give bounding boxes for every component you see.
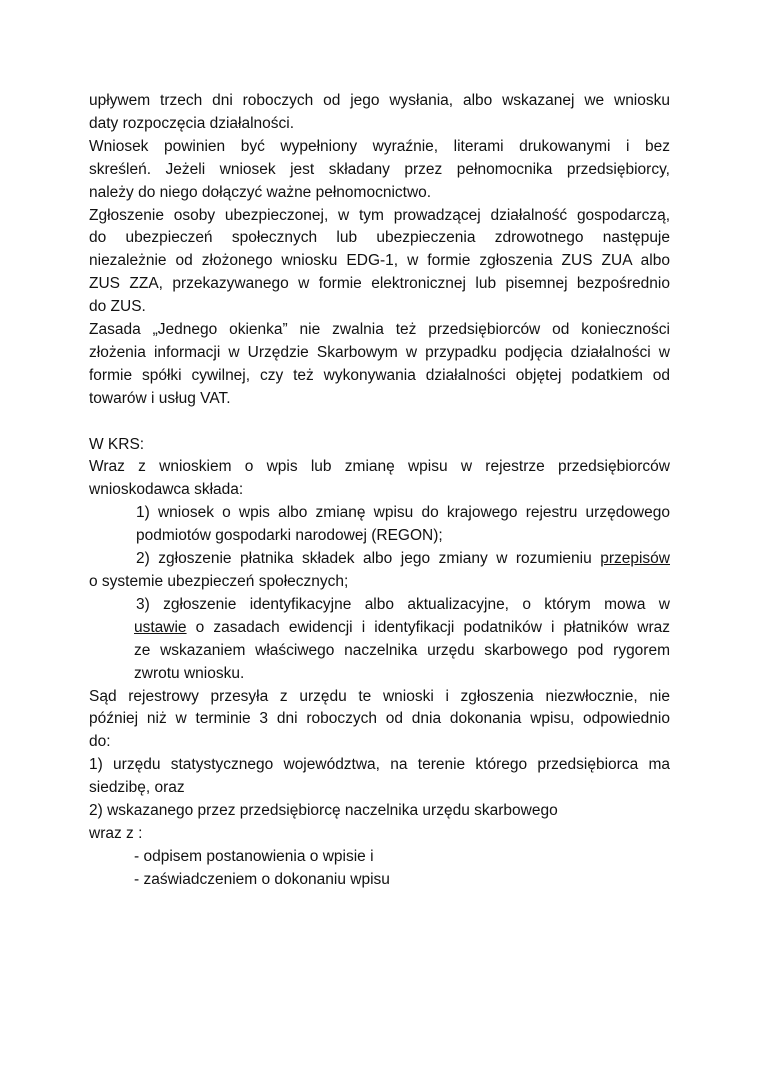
text-line: W KRS:: [89, 435, 145, 453]
paragraph-application-form: [89, 136, 670, 205]
section-heading-krs: [89, 434, 670, 457]
list-item-regon: [89, 502, 670, 548]
document-body: [89, 90, 670, 892]
attachment-item: - zaświadczeniem o dokonaniu wpisu: [134, 870, 390, 888]
text-line: 1) urzędu statystycznego województwa, na terenie którego przedsiębiorca ma: [89, 756, 670, 774]
text-line: daty rozpoczęcia działalności.: [89, 114, 295, 132]
list-item-statistical-office: [89, 754, 670, 800]
paragraph-registration-date: [89, 90, 670, 136]
text-line: wraz z :: [89, 824, 143, 842]
text-line: niezależnie od złożonego wniosku EDG-1, w formie zgłoszenia ZUS ZUA albo: [89, 252, 670, 270]
text-line: zwrotu wniosku.: [134, 664, 245, 682]
text-line: do ubezpieczeń społecznych lub ubezpieczenia zdrowotnego następuje: [89, 229, 670, 247]
text-line: 2) wskazanego przez przedsiębiorcę naczelnika urzędu skarbowego: [89, 802, 558, 820]
paragraph-one-window-rule: [89, 319, 670, 411]
text-line: skreśleń. Jeżeli wniosek jest składany przez pełnomocnika przedsiębiorcy,: [89, 160, 670, 178]
text-line: ZUS ZZA, przekazywanego w formie elektronicznej lub pisemnej bezpośrednio: [89, 275, 670, 293]
text-fragment: o zasadach ewidencji i identyfikacji podatników i płatników wraz: [186, 618, 670, 636]
text-line: złożenia informacji w Urzędzie Skarbowym w przypadku podjęcia działalności w: [89, 343, 670, 361]
text-line: Sąd rejestrowy przesyła z urzędu te wnioski i zgłoszenia niezwłocznie, nie: [89, 687, 670, 705]
paragraph-zus-registration: [89, 205, 670, 320]
text-line: siedzibę, oraz: [89, 779, 185, 797]
text-line: wnioskodawca składa:: [89, 481, 244, 499]
text-line: podmiotów gospodarki narodowej (REGON);: [136, 527, 443, 545]
link-ustawie[interactable]: ustawie: [134, 618, 187, 636]
attachment-item: - odpisem postanowienia o wpisie i: [134, 847, 374, 865]
text-line: później niż w terminie 3 dni roboczych od dnia dokonania wpisu, odpowiednio: [89, 710, 670, 728]
text-fragment: 2) zgłoszenie płatnika składek albo jego zmiany w rozumieniu: [136, 550, 601, 568]
text-line: do:: [89, 733, 111, 751]
text-line: 1) wniosek o wpis albo zmianę wpisu do krajowego rejestru urzędowego: [136, 504, 670, 522]
text-line: Wraz z wnioskiem o wpis lub zmianę wpisu w rejestrze przedsiębiorców: [89, 458, 670, 476]
paragraph-attachments: [89, 823, 670, 892]
text-line: do ZUS.: [89, 298, 146, 316]
list-item-contributor: [89, 548, 670, 594]
text-line: Wniosek powinien być wypełniony wyraźnie, literami drukowanymi i bez: [89, 137, 670, 155]
text-line: formie spółki cywilnej, czy też wykonywania działalności objętej podatkiem od: [89, 366, 670, 384]
link-przepisow[interactable]: przepisów: [600, 550, 670, 568]
paragraph-court-forwarding: [89, 686, 670, 755]
text-line: ze wskazaniem właściwego naczelnika urzędu skarbowego pod rygorem: [134, 641, 670, 659]
text-line: towarów i usług VAT.: [89, 389, 231, 407]
text-line: [89, 548, 670, 571]
blank-line: [89, 411, 670, 434]
text-line: upływem trzech dni roboczych od jego wysłania, albo wskazanej we wniosku: [89, 92, 670, 109]
text-line: o systemie ubezpieczeń społecznych;: [89, 573, 349, 591]
paragraph-krs-intro: [89, 456, 670, 502]
text-line: 3) zgłoszenie identyfikacyjne albo aktualizacyjne, o którym mowa w: [136, 595, 670, 613]
list-item-tax-office: [89, 800, 670, 823]
text-line: Zgłoszenie osoby ubezpieczonej, w tym prowadzącej działalność gospodarczą,: [89, 206, 670, 224]
text-line: należy do niego dołączyć ważne pełnomocnictwo.: [89, 183, 432, 201]
text-line: [89, 617, 670, 640]
text-line: Zasada „Jednego okienka” nie zwalnia też przedsiębiorców od konieczności: [89, 321, 670, 339]
list-item-identification: [89, 594, 670, 686]
